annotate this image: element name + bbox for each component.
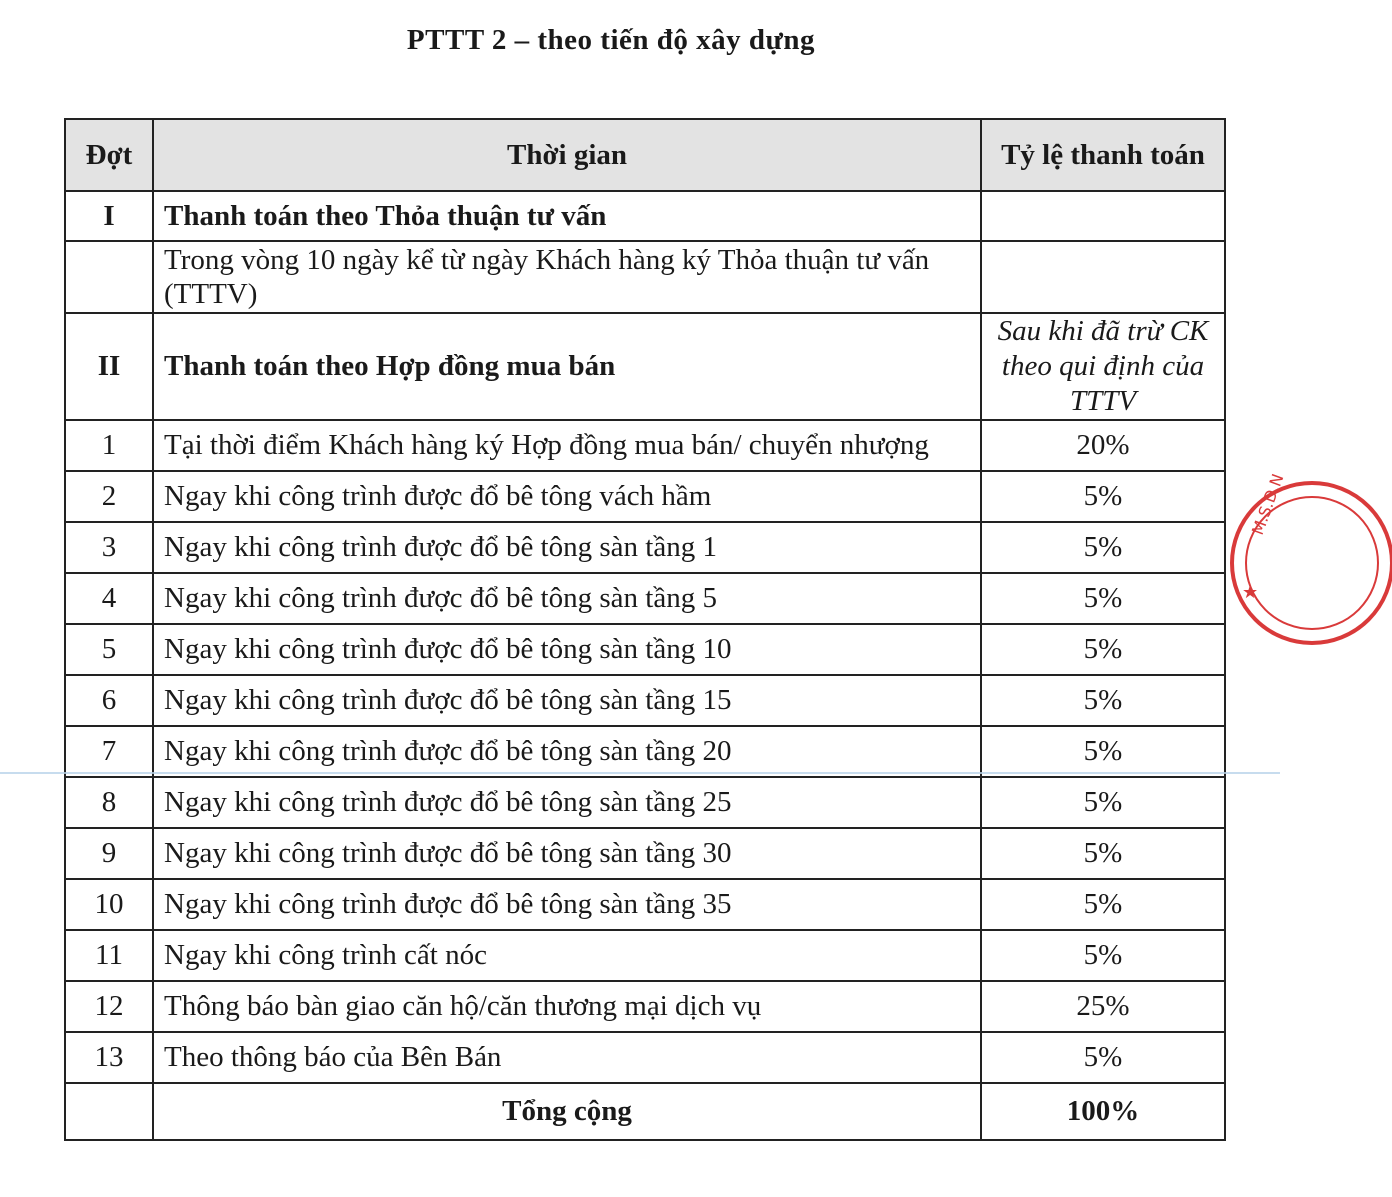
row-number: 13 <box>65 1032 153 1083</box>
section-i-detail-rate <box>981 241 1225 313</box>
row-number: 1 <box>65 420 153 471</box>
row-description: Ngay khi công trình được đổ bê tông sàn tầng 35 <box>153 879 981 930</box>
row-number: 8 <box>65 777 153 828</box>
table-row <box>65 522 1225 573</box>
row-rate: 5% <box>981 1032 1225 1083</box>
section-i-detail-row <box>65 241 1225 313</box>
row-number: 11 <box>65 930 153 981</box>
row-description: Tại thời điểm Khách hàng ký Hợp đồng mua bán/ chuyển nhượng <box>153 420 981 471</box>
total-number-cell <box>65 1083 153 1140</box>
row-number: 6 <box>65 675 153 726</box>
row-rate: 5% <box>981 522 1225 573</box>
table-row <box>65 879 1225 930</box>
row-description: Ngay khi công trình được đổ bê tông sàn tầng 25 <box>153 777 981 828</box>
total-label: Tổng cộng <box>153 1083 981 1140</box>
section-ii-note: Sau khi đã trừ CK theo qui định của TTTV <box>981 313 1225 420</box>
row-number: 4 <box>65 573 153 624</box>
svg-text:★: ★ <box>1242 582 1259 603</box>
payment-schedule-table <box>64 118 1226 1141</box>
row-rate: 5% <box>981 726 1225 777</box>
header-period: Đợt <box>65 119 153 191</box>
row-number: 2 <box>65 471 153 522</box>
row-rate: 5% <box>981 930 1225 981</box>
row-description: Theo thông báo của Bên Bán <box>153 1032 981 1083</box>
section-i-row <box>65 191 1225 241</box>
row-description: Ngay khi công trình được đổ bê tông sàn tầng 5 <box>153 573 981 624</box>
scan-rule-line <box>0 772 1280 774</box>
row-rate: 5% <box>981 624 1225 675</box>
svg-text:M.S.D.N: M.S.D.N <box>1247 471 1288 538</box>
table-header-row <box>65 119 1225 191</box>
row-description: Ngay khi công trình cất nóc <box>153 930 981 981</box>
row-description: Thông báo bàn giao căn hộ/căn thương mại dịch vụ <box>153 981 981 1032</box>
row-number: 12 <box>65 981 153 1032</box>
section-i-number: I <box>65 191 153 241</box>
row-number: 7 <box>65 726 153 777</box>
total-value: 100% <box>981 1083 1225 1140</box>
row-description: Ngay khi công trình được đổ bê tông sàn tầng 10 <box>153 624 981 675</box>
section-i-rate <box>981 191 1225 241</box>
header-rate: Tỷ lệ thanh toán <box>981 119 1225 191</box>
total-row <box>65 1083 1225 1140</box>
row-number: 3 <box>65 522 153 573</box>
table-row <box>65 573 1225 624</box>
section-ii-label: Thanh toán theo Hợp đồng mua bán <box>153 313 981 420</box>
row-rate: 5% <box>981 828 1225 879</box>
table-row <box>65 981 1225 1032</box>
page-title: PTTT 2 – theo tiến độ xây dựng <box>406 24 816 56</box>
header-time: Thời gian <box>153 119 981 191</box>
row-description: Ngay khi công trình được đổ bê tông vách hầm <box>153 471 981 522</box>
row-number: 5 <box>65 624 153 675</box>
table-row <box>65 1032 1225 1083</box>
company-seal-stamp <box>1232 458 1392 668</box>
row-description: Ngay khi công trình được đổ bê tông sàn tầng 30 <box>153 828 981 879</box>
section-i-label: Thanh toán theo Thỏa thuận tư vấn <box>153 191 981 241</box>
row-rate: 20% <box>981 420 1225 471</box>
row-rate: 25% <box>981 981 1225 1032</box>
row-rate: 5% <box>981 471 1225 522</box>
table-row <box>65 471 1225 522</box>
table-row <box>65 420 1225 471</box>
table-row <box>65 726 1225 777</box>
row-rate: 5% <box>981 777 1225 828</box>
section-ii-number: II <box>65 313 153 420</box>
row-description: Ngay khi công trình được đổ bê tông sàn tầng 15 <box>153 675 981 726</box>
row-description: Ngay khi công trình được đổ bê tông sàn tầng 1 <box>153 522 981 573</box>
table-row <box>65 828 1225 879</box>
table-row <box>65 930 1225 981</box>
row-rate: 5% <box>981 879 1225 930</box>
section-i-detail-number <box>65 241 153 313</box>
section-ii-row <box>65 313 1225 420</box>
table-row <box>65 675 1225 726</box>
table-row <box>65 624 1225 675</box>
row-rate: 5% <box>981 675 1225 726</box>
row-rate: 5% <box>981 573 1225 624</box>
row-number: 9 <box>65 828 153 879</box>
section-i-detail-text: Trong vòng 10 ngày kể từ ngày Khách hàng ký Thỏa thuận tư vấn (TTTV) <box>153 241 981 313</box>
row-number: 10 <box>65 879 153 930</box>
table-row <box>65 777 1225 828</box>
row-description: Ngay khi công trình được đổ bê tông sàn tầng 20 <box>153 726 981 777</box>
